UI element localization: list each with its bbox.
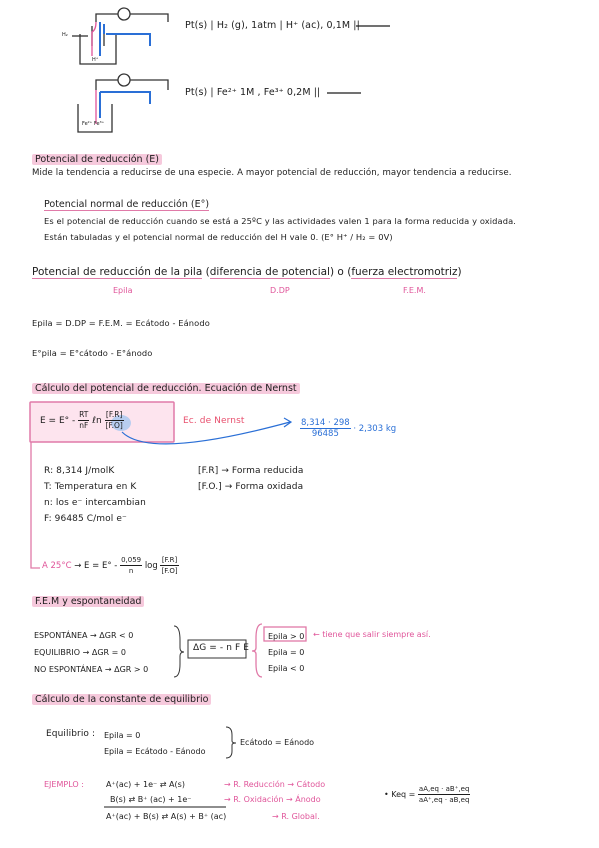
nernst-label: Ec. de Nernst — [183, 416, 245, 426]
pila-equation-1: Epila = D.DP = F.E.M. = Ecátodo - Eánodo — [32, 318, 210, 328]
nernst-equation: E = E° - $\frac{RT}{nF}$ ℓn $\frac{[F.R]}{[F.O]}$ — [40, 410, 123, 430]
reaction-global-note: → R. Global. — [272, 812, 320, 821]
nernst-variables — [44, 463, 146, 527]
potencial-reduccion-text: Mide la tendencia a reducirse de una especie. A mayor potencial de reducción, mayor tendencia a reducirse. — [32, 168, 512, 178]
equilibrio-line2: Epila = Ecátodo - Eánodo — [104, 747, 206, 756]
cell1-h2-label: H₂ — [62, 32, 68, 38]
keq-expression: • Keq = $\frac{aA,eq \cdot aB^+,eq}{aA^+,eq \cdot aB,eq}$ — [384, 785, 470, 804]
nernst-var-r: R: 8,314 J/molK — [44, 466, 115, 476]
reaction-2-note: → R. Oxidación → Ánodo — [224, 795, 321, 804]
nernst-constant-calc: $\frac{8,314 \cdot 298}{96485}$ · 2,303 kg — [301, 418, 397, 439]
cell-notation-1: Pt(s) | H₂ (g), 1atm | H⁺ (ac), 0,1M || — [185, 20, 360, 31]
pila-alt1: diferencia de potencial — [209, 266, 330, 278]
fem-epila-negative: Epila < 0 — [268, 664, 305, 673]
section-title-equilibrio: Cálculo de la constante de equilibrio — [32, 694, 211, 705]
reaction-global: A⁺(ac) + B(s) ⇄ A(s) + B⁺ (ac) — [106, 812, 227, 821]
pila-alt-sep: o — [337, 266, 344, 278]
nernst-var-n: n: los e⁻ intercambian — [44, 498, 146, 508]
nernst-form-reducida: [F.R] → Forma reducida — [198, 466, 304, 476]
section-title-fem: F.E.M y espontaneidad — [32, 596, 144, 607]
nernst-var-t: T: Temperatura en K — [44, 482, 137, 492]
nernst-forms — [198, 463, 304, 495]
fem-conditions — [34, 627, 148, 678]
reaction-1: A⁺(ac) + 1e⁻ ⇄ A(s) — [106, 780, 185, 789]
potencial-normal-line1: Es el potencial de reducción cuando se está a 25ºC y las actividades valen 1 para la forma reducida y oxidada. — [44, 216, 517, 226]
section-title-potencial-normal: Potencial normal de reducción (E°) — [44, 199, 210, 210]
label-fem: F.E.M. — [403, 286, 426, 295]
cell-notation-2: Pt(s) | Fe²⁺ 1M , Fe³⁺ 0,2M || — [185, 87, 321, 98]
equilibrio-label: Equilibrio : — [46, 729, 96, 739]
fem-epila-conditions — [268, 629, 304, 677]
cell-diagram-1 — [72, 8, 168, 64]
nernst-25c: A 25°C → E = E° - $\frac{0,059}{n}$ log $\frac{[F.R]}{[F.O]}$ — [42, 556, 178, 575]
reaction-1-note: → R. Reducción → Cátodo — [224, 780, 326, 789]
reaction-2: B(s) ⇄ B⁺ (ac) + 1e⁻ — [110, 795, 192, 804]
fem-no-espontanea: NO ESPONTÁNEA → ΔGR > 0 — [34, 665, 149, 674]
pila-alt2: fuerza electromotriz — [351, 266, 458, 278]
fem-equilibrio: EQUILIBRIO → ΔGR = 0 — [34, 648, 126, 657]
equilibrio-line1: Epila = 0 — [104, 731, 141, 740]
cell2-ion-label: Fe²⁺ Fe³⁺ — [82, 121, 105, 127]
pila-title: Potencial de reducción de la pila — [32, 266, 203, 278]
nernst-var-f: F: 96485 C/mol e⁻ — [44, 514, 127, 524]
equilibrio-result: Ecátodo = Eánodo — [240, 738, 315, 747]
fem-espontanea: ESPONTÁNEA → ΔGR < 0 — [34, 631, 134, 640]
label-ddp: D.DP — [270, 286, 290, 295]
cell1-h-label: H⁺ — [92, 57, 99, 63]
pila-equation-2: E°pila = E°cátodo - E°ánodo — [32, 348, 153, 358]
fem-note: ← tiene que salir siempre así. — [313, 630, 431, 639]
equilibrio-conditions — [104, 728, 206, 760]
section-title-nernst: Cálculo del potencial de reducción. Ecuación de Nernst — [32, 383, 300, 394]
section-title-pila: Potencial de reducción de la pila (diferencia de potencial) o (fuerza electromotriz) — [32, 266, 462, 278]
fem-epila-positive: Epila > 0 — [268, 632, 305, 641]
fem-delta-g: ΔG = - n F E — [193, 643, 249, 653]
section-title-potencial-reduccion: Potencial de reducción (E) — [32, 154, 162, 165]
ejemplo-label: EJEMPLO : — [44, 780, 84, 789]
label-epila: Epila — [113, 286, 133, 295]
fem-epila-zero: Epila = 0 — [268, 648, 305, 657]
potencial-normal-line2: Están tabuladas y el potencial normal de reducción del H vale 0. (E° H⁺ / H₂ = 0V) — [44, 232, 393, 242]
nernst-form-oxidada: [F.O.] → Forma oxidada — [198, 482, 304, 492]
